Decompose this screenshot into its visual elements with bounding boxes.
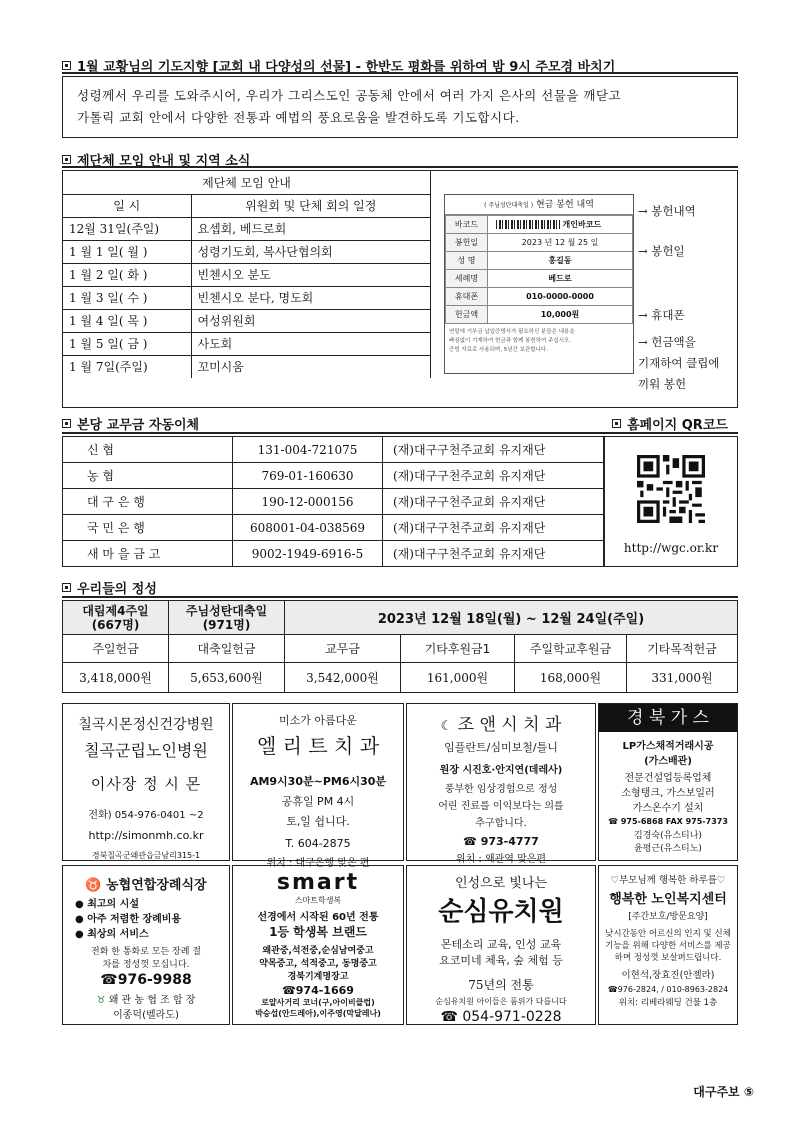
ad-senior-welfare-center: ♡부모님께 행복한 하루를♡ 행복한 노인복지센터 [주간보호/방문요양] 낮시간동안 어르신의 인지 및 신체 기능을 위해 다양한 서비스를 제공 하며 정성껏 보살펴드립니다. 이현석,장효진(안젤라) ☎976-2824, / 010-8963-2824 위치: 리베라웨딩 건물 1층 — [598, 865, 738, 1025]
dental-logo: ☾ 조 앤 시 치 과 — [440, 715, 562, 735]
divider — [62, 72, 738, 74]
envelope-fine-print: 연말에 기부금 납입증명서가 필요하신 분들은 내용을 빠짐없이 기재하여 헌금과 함께 봉헌하여 주십시오. 증빙 자료로 사용되며, 5년간 보관합니다. — [449, 329, 575, 353]
header-christmas: 주님성탄대축일 (971명) — [169, 601, 285, 635]
square-bullet-icon — [62, 155, 71, 164]
note-offering-detail: → 봉헌내역 — [638, 204, 696, 218]
column-header-meeting: 위원회 및 단체 회의 일정 — [191, 194, 431, 217]
funeral-title: ♉ 농협연합장례식장 — [85, 878, 207, 893]
envelope-fields: 바코드 개인바코드 봉헌일 2023 년 12 월 25 일 성 명 홍길동 세례명 베드로 휴대폰 010-0000-0000 헌금액 10,000원 — [445, 215, 633, 324]
divider — [62, 432, 738, 434]
square-bullet-icon — [62, 583, 71, 592]
tooth-icon: ☾ — [440, 719, 453, 734]
nonghyup-logo-icon: ♉ — [85, 878, 102, 893]
nonghyup-logo-icon: ♉ — [96, 995, 106, 1006]
table-row: 1 월 3 일( 수 ) 빈첸시오 분다, 명도회 — [63, 286, 431, 309]
square-bullet-icon — [62, 61, 71, 70]
table-row: 3,418,000원 5,653,600원 3,542,000원 161,000원 168,000원 331,000원 — [63, 663, 738, 693]
section-prayer-heading: 1월 교황님의 기도지향 [교회 내 다양성의 선물] - 한반도 평화를 위하여 밤 9시 주모경 바치기 — [62, 56, 615, 75]
square-bullet-icon — [62, 419, 71, 428]
offering-table: 대림제4주일 (667명) 주님성탄대축일 (971명) 2023년 12월 18일(월) ~ 12월 24일(주일) 주일헌금 대축일헌금 교무금 기타후원금1 주일학교후원금 기타목적헌금 3,418,000원 5,653,600원 3,542,000원 161,000원 168,000원 331,000원 — [62, 600, 738, 693]
table-row: 국 민 은 행 608001-04-038569 (재)대구구천주교회 유지재단 — [63, 515, 604, 541]
barcode-icon — [496, 220, 560, 229]
table-row: 1 월 1 일( 월 ) 성령기도회, 복사단협의회 — [63, 240, 431, 263]
prayer-intention-box — [62, 76, 738, 138]
funeral-chairman: ♉ 왜 관 농 협 조 합 장 — [96, 995, 196, 1006]
meeting-schedule-table — [63, 171, 431, 378]
column-header-date: 일 시 — [63, 194, 191, 217]
ad-joansy-dental: ☾ 조 앤 시 치 과 임플란트/심미보철/틀니 원장 시진호·안지연(데레사) 풍부한 임상경험으로 정성 어린 진료를 이익보다는 의를 추구합니다. ☎ 973-4777 위치 : 왜관역 맞은편 — [406, 703, 596, 861]
table-row: 1 월 7일(주일) 꼬미시움 — [63, 355, 431, 378]
qr-code-icon[interactable] — [637, 455, 705, 523]
qr-heading: 홈페이지 QR코드 — [612, 414, 728, 433]
homepage-url[interactable]: http://wgc.or.kr — [623, 541, 719, 555]
ad-simon-hospital: 칠곡시몬정신건강병원 칠곡군립노인병원 이사장 정 시 몬 전화) 054-976-0401 ~2 http://simonmh.co.kr 경북칠곡군왜관읍금남리315-1 — [62, 703, 230, 861]
table-row: 대 구 은 행 190-12-000156 (재)대구구천주교회 유지재단 — [63, 489, 604, 515]
prayer-line: 성령께서 우리를 도와주시어, 우리가 그리스도인 공동체 안에서 여러 가지 은사의 선물을 깨닫고 — [77, 88, 622, 103]
offering-period: 2023년 12월 18일(월) ~ 12월 24일(주일) — [285, 601, 738, 635]
header-advent: 대림제4주일 (667명) — [63, 601, 169, 635]
table-row: 농 협 769-01-160630 (재)대구구천주교회 유지재단 — [63, 463, 604, 489]
note-offering-date: → 봉헌일 — [638, 244, 685, 258]
offering-envelope-sample — [444, 194, 634, 374]
divider — [62, 596, 738, 598]
bank-account-table — [62, 436, 604, 567]
ad-funeral-hall: ♉ 농협연합장례식장 ● 최고의 시설 ● 아주 저렴한 장례비용 ● 최상의 서비스 전화 한 통화로 모든 장례 절 차를 정성껏 모십니다. ☎976-9988 ♉ 왜 관 농 협 조 합 장 이종덕(벨라도) — [62, 865, 230, 1025]
table-row: 1 월 4 일( 목 ) 여성위원회 — [63, 309, 431, 332]
square-bullet-icon — [612, 419, 621, 428]
ad-elite-dental: 미소가 아름다운 엘 리 트 치 과 AM9시30분~PM6시30분 공휴일 PM 4시 토,일 쉽니다. T. 604-2875 위치 : 대구은행 맞은 편 — [232, 703, 404, 861]
divider — [62, 166, 738, 168]
qr-panel — [604, 436, 738, 567]
note-phone: → 휴대폰 — [638, 308, 685, 322]
envelope-header: ( 주님성탄대축일 ) 현금 봉헌 내역 — [445, 195, 633, 215]
ad-smart-uniform: smart 스마트학생복 선경에서 시작된 60년 전통 1등 학생복 브랜드 왜관중,석전중,순심남여중고 약목중고, 석적중고, 동명중고 경북기계명장고 ☎974-1669 로얄사거리 코너(구,아이비클럽) 박승섭(안드레아),이주영(막달레나) — [232, 865, 404, 1025]
note-amount: → 헌금액을 기재하여 클립에 끼워 봉헌 — [638, 335, 720, 391]
section-meetings-heading: 제단체 모임 안내 및 지역 소식 — [62, 150, 250, 169]
section-offering-heading: 우리들의 정성 — [62, 578, 157, 597]
table-row: 1 월 5 일( 금 ) 사도회 — [63, 332, 431, 355]
table-row: 새 마 을 금 고 9002-1949-6916-5 (재)대구구천주교회 유지재단 — [63, 541, 604, 567]
table-row: 12월 31일(주일) 요셉회, 베드로회 — [63, 217, 431, 240]
prayer-line: 가톨릭 교회 안에서 다양한 전통과 예법의 풍요로움을 발견하도록 기도합시다. — [77, 110, 520, 125]
ad-gyeongbuk-gas: 경 북 가 스 LP가스채적거래시공 (가스배관) 전문건설업등록업체 소형탱크, 가스보일러 가스온수기 설치 ☎ 975-6868 FAX 975-7373 김경숙(유스티나) 윤평근(유스티노) — [598, 703, 738, 861]
meeting-table-title: 제단체 모임 안내 — [63, 171, 431, 194]
smart-logo: smart — [276, 870, 360, 895]
ad-sunsim-kindergarten: 인성으로 빛나는 순심유치원 몬테소리 교육, 인성 교육 요코미네 체육, 숲 체험 등 75년의 전통 순심유치원 아이들은 품위가 다릅니다 ☎ 054-971-0228 — [406, 865, 596, 1025]
table-row: 1 월 2 일( 화 ) 빈첸시오 분도 — [63, 263, 431, 286]
meetings-panel — [62, 170, 738, 408]
page-footer: 대구주보 ⑤ — [693, 1085, 754, 1099]
table-row: 신 협 131-004-721075 (재)대구구천주교회 유지재단 — [63, 437, 604, 463]
section-auto-transfer-heading: 본당 교무금 자동이체 — [62, 414, 199, 433]
gas-brand-banner: 경 북 가 스 — [599, 704, 737, 732]
